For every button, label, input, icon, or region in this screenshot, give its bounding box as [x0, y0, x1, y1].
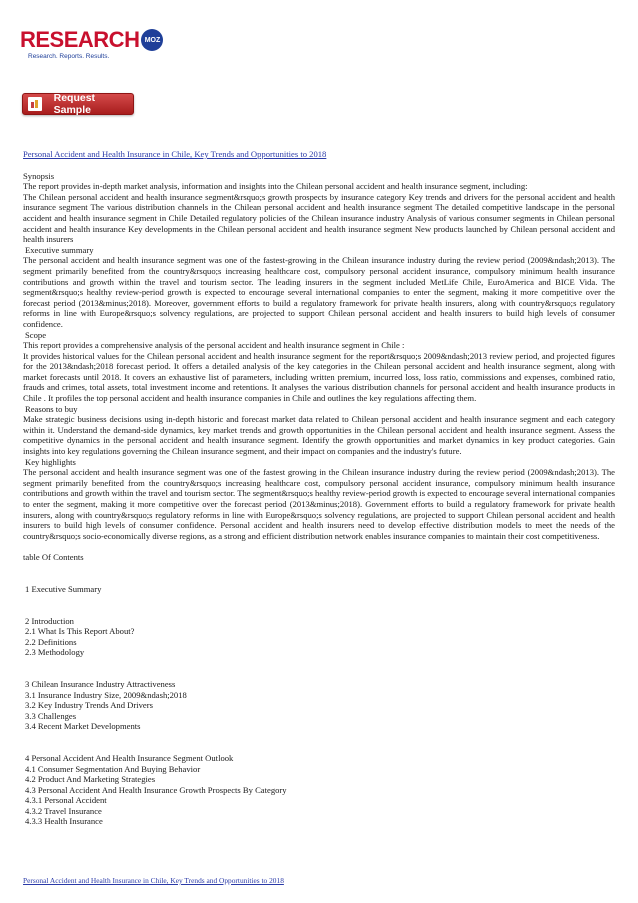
toc-item: 4.3.1 Personal Accident — [25, 795, 107, 806]
toc-item: 2.3 Methodology — [25, 647, 85, 658]
request-sample-button[interactable] — [22, 93, 134, 115]
toc-title: table Of Contents — [23, 552, 84, 563]
toc-item: 4 Personal Accident And Health Insurance Segment Outlook — [25, 752, 234, 763]
synopsis-body: The Chilean personal accident and health insurance segment&rsquo;s growth prospects by insurance category Key trends and drivers for the personal accident and health insurance segment The various distribution channels in the Chilean personal accident and health insurance segment The detailed competitive landscape in the personal accident and health insurance segment in Chile Detailed regulatory policies of the Chilean insurance industry Analysis of various consumer segments in Chilean personal accident and health insurance Key developments in the Chilean personal accident and health insurance segment New products launched by Chilean personal accident and health insurers — [23, 191, 615, 245]
scope-label: Scope — [25, 329, 47, 340]
key-highlights-label: Key highlights — [25, 456, 76, 467]
synopsis-label: Synopsis — [23, 170, 55, 181]
reasons-to-buy-label: Reasons to buy — [25, 403, 78, 414]
logo-research-text: RESEARCH — [20, 27, 140, 52]
executive-summary-body: The personal accident and health insurance segment was one of the fastest-growing in the Chilean insurance industry during the review period (2009&ndash;2013). The segment primarily benefited from the country&rsquo;s increasing healthcare cost, compulsory personal accident insurance, compulsory minimum health insurance contributions and growth within the travel and tourism sector. The leading insurers in the segment included MetLife Chile, EuroAmerica and BICE Vida. The segment&rsquo;s healthy review-period growth is expected to encourage several international companies to enter the segment, making it more competitive over the forecast period (2013&minus;2018). Moreover, government efforts to build a regulatory framework for private health insurers, along with country&rsquo;s regulatory reforms in line with Europe&rsquo;s solvency regulations, are projected to support Chilean personal accident and health insurers to build high levels of consumer confidence. — [23, 255, 615, 329]
toc-item: 1 Executive Summary — [25, 583, 102, 594]
reasons-to-buy-body: Make strategic business decisions using in-depth historic and forecast market data related to Chilean personal accident and health insurance segment and each category within it. Understand the demand-side dynamics, key market trends and growth opportunities in the Chilean personal accident and health insurance segment. Assess the competitive dynamics in the personal accident and health insurance segment. Identify the growth opportunities and market dynamics in key product categories. Gain insights into key regulations governing the Chilean insurance segment, and their impact on companies and the industry's future. — [23, 414, 615, 457]
toc-item: 4.1 Consumer Segmentation And Buying Behavior — [25, 763, 201, 774]
chart-document-icon — [28, 97, 42, 111]
toc-item: 4.3.3 Health Insurance — [25, 816, 103, 827]
toc-item: 3.1 Insurance Industry Size, 2009&ndash;2018 — [25, 689, 187, 700]
toc-item: 4.3 Personal Accident And Health Insurance Growth Prospects By Category — [25, 784, 287, 795]
toc-group — [23, 616, 615, 658]
executive-summary-label: Executive summary — [25, 244, 94, 255]
logo-tagline: Research. Reports. Results. — [28, 53, 110, 60]
report-content — [23, 149, 615, 848]
report-title-link[interactable]: Personal Accident and Health Insurance in Chile, Key Trends and Opportunities to 2018 — [23, 149, 327, 159]
scope-body: It provides historical values for the Chilean personal accident and health insurance segment for the report&rsquo;s 2009&ndash;2013 review period, and projected figures for the 2013&ndash;2018 forecast period. It offers a detailed analysis of the key categories in the Chilean personal accident and health insurance segment, along with market forecasts until 2018. It covers an exhaustive list of parameters, including written premium, incurred loss, loss ratio, commissions and expenses, combined ratio, frauds and crimes, total assets, total investment income and retentions. It analyses the various distribution channels for personal accident and health insurance products in Chile . It profiles the top personal accident and health insurance companies in Chile and outlines the key regulations affecting them. — [23, 350, 615, 404]
toc-group — [23, 679, 615, 732]
toc-item: 3.2 Key Industry Trends And Drivers — [25, 700, 153, 711]
request-sample-label: Request Sample — [53, 92, 96, 116]
toc-group — [23, 753, 615, 827]
toc-item: 3.4 Recent Market Developments — [25, 721, 141, 732]
toc-item: 4.2 Product And Marketing Strategies — [25, 774, 156, 785]
synopsis-intro: The report provides in-depth market analysis, information and insights into the Chilean personal accident and health insurance segment, including: — [23, 181, 528, 192]
scope-intro: This report provides a comprehensive analysis of the personal accident and health insurance segment in Chile : — [23, 340, 405, 351]
toc-item: 2.1 What Is This Report About? — [25, 626, 135, 637]
toc-group — [23, 584, 615, 595]
brand-logo[interactable] — [20, 28, 163, 60]
key-highlights-body: The personal accident and health insurance segment was one of the fastest growing in the Chilean insurance industry during the review period (2009&ndash;2013). The segment primarily benefited from the country&rsquo;s increasing healthcare cost, compulsory personal accident insurance, compulsory minimum health insurance contributions and growth within the travel and tourism sector. The segment&rsquo;s healthy review-period growth is expected to encourage several international companies to enter the segment, making it more competitive over the forecast period (2013&minus;2018). Government efforts to build a regulatory framework for private health insurers, along with country&rsquo;s regulatory reforms in line with Europe&rsquo;s solvency regulations, are projected to support Chilean personal accident and health insurers to build high levels of consumer confidence. Personal accident and health insurers need to develop effective distribution models to meet the needs of the country&rsquo;s socio-economically diverse regions, as a strong and efficient distribution network enables insurance companies to maintain their cost competitiveness. — [23, 467, 615, 541]
toc-item: 3 Chilean Insurance Industry Attractiveness — [25, 678, 176, 689]
toc-item: 2.2 Definitions — [25, 636, 77, 647]
toc-item: 2 Introduction — [25, 615, 74, 626]
toc-item: 4.3.2 Travel Insurance — [25, 805, 102, 816]
footer-report-link[interactable]: Personal Accident and Health Insurance in Chile, Key Trends and Opportunities to 2018 — [23, 876, 284, 885]
toc-item: 3.3 Challenges — [25, 710, 77, 721]
logo-wordmark — [20, 28, 163, 52]
logo-moz-badge: MOZ — [141, 29, 163, 51]
